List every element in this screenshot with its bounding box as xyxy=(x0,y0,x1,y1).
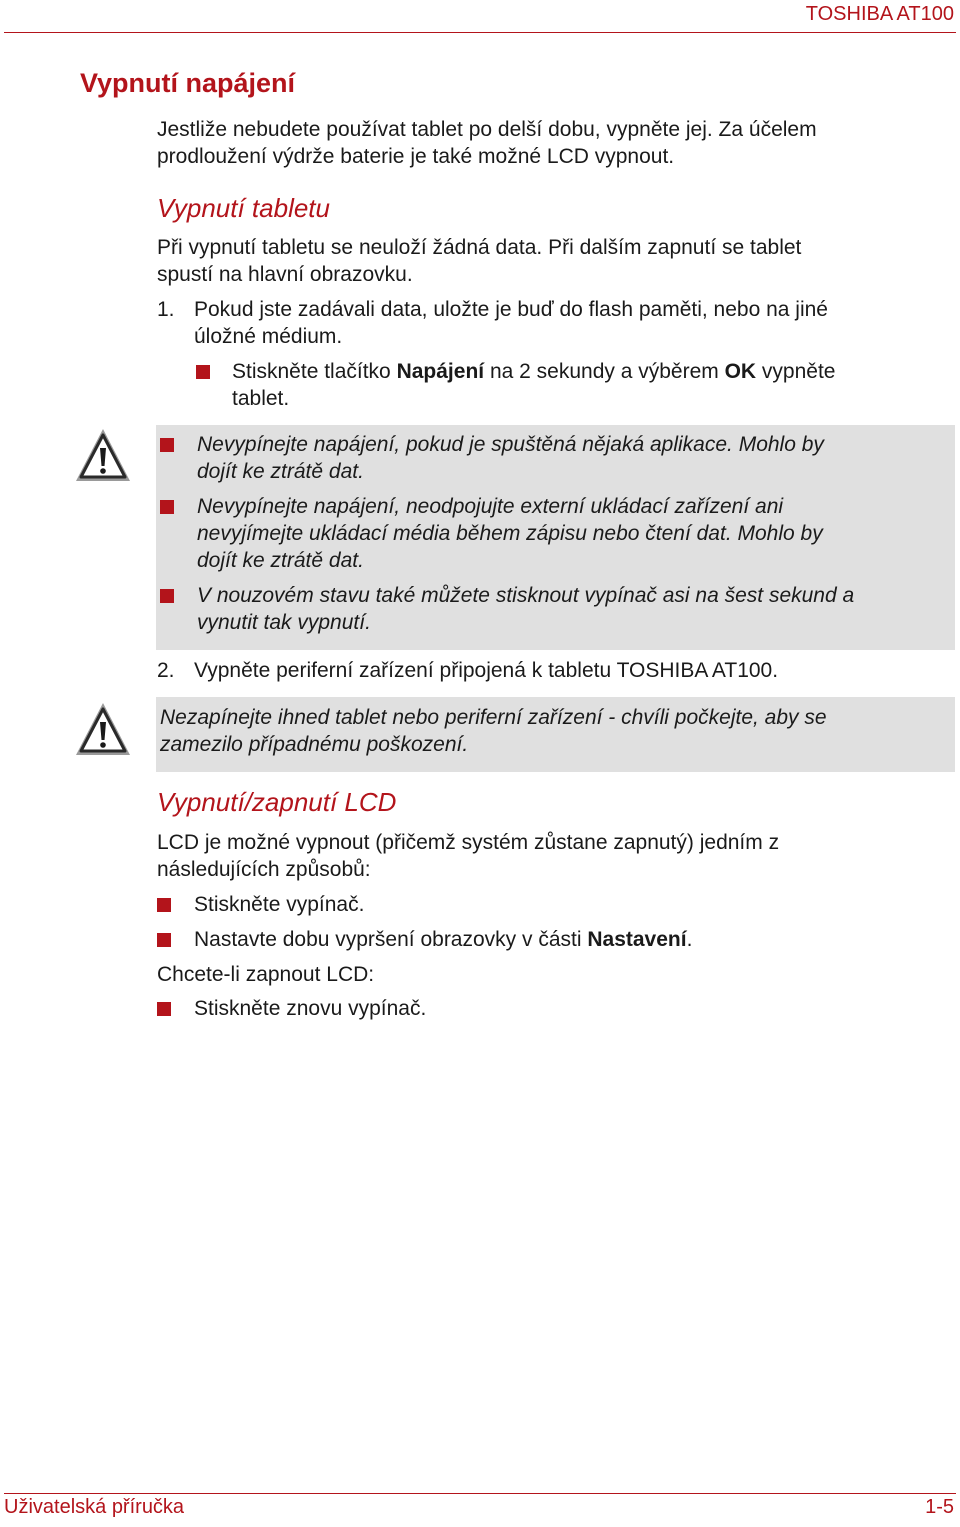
intro-paragraph xyxy=(157,116,817,170)
power-key-label: Napájení xyxy=(396,360,485,383)
bullet-marker xyxy=(196,365,210,379)
step-1-line-2: úložné médium. xyxy=(194,325,343,348)
bullet-marker xyxy=(160,589,174,603)
warning-1-bullet-1-line-2: dojít ke ztrátě dat. xyxy=(197,460,364,483)
step-1-line-1: Pokud jste zadávali data, uložte je buď do flash paměti, nebo na jiné xyxy=(194,298,828,321)
intro-line-1: Jestliže nebudete používat tablet po delší dobu, vypněte jej. Za účelem xyxy=(157,118,817,141)
warning-1-bullet-2 xyxy=(197,493,823,574)
warning-2-line-2: zamezilo případnému poškození. xyxy=(160,733,469,756)
step-2-number: 2. xyxy=(157,659,175,682)
section-heading: Vypnutí napájení xyxy=(80,68,296,98)
step-1-number: 1. xyxy=(157,298,175,321)
page-number: 1-5 xyxy=(925,1496,954,1518)
lcd-line-1: LCD je možné vypnout (přičemž systém zůstane zapnutý) jedním z xyxy=(157,831,780,854)
sub-bullet-line-2: tablet. xyxy=(232,387,290,410)
warning-1-bullet-3-line-2: vynutit tak vypnutí. xyxy=(197,611,371,634)
lcd-bullet-2-text: Nastavte dobu vypršení obrazovky v části xyxy=(194,928,588,951)
warning-2-line-1: Nezapínejte ihned tablet nebo periferní zařízení - chvíli počkejte, aby se xyxy=(160,706,827,729)
step-2-text: Vypněte periferní zařízení připojená k tabletu TOSHIBA AT100. xyxy=(194,659,779,682)
tablet-off-heading: Vypnutí tabletu xyxy=(157,193,330,223)
footer-rule xyxy=(4,1493,956,1494)
lcd-line-2: následujících způsobů: xyxy=(157,858,371,881)
intro-line-2: prodloužení výdrže baterie je také možné LCD vypnout. xyxy=(157,145,675,168)
lcd-bullet-2 xyxy=(194,926,692,953)
sub-bullet-text-c: vypněte xyxy=(756,360,836,383)
step-1-text xyxy=(194,296,828,350)
header-rule xyxy=(4,32,956,33)
sub-bullet-text-a: Stiskněte tlačítko xyxy=(232,360,397,383)
warning-1-bullet-2-line-2: nevyjímejte ukládací média během zápisu nebo čtení dat. Mohlo by xyxy=(197,522,823,545)
bullet-marker xyxy=(160,438,174,452)
bullet-marker xyxy=(160,500,174,514)
tablet-off-line-1: Při vypnutí tabletu se neuloží žádná data. Při dalším zapnutí se tablet xyxy=(157,236,802,259)
bullet-marker xyxy=(157,1002,171,1016)
header-title: TOSHIBA AT100 xyxy=(805,3,954,25)
warning-1-bullet-3 xyxy=(197,582,854,636)
settings-label: Nastavení xyxy=(587,928,687,951)
tablet-off-line-2: spustí na hlavní obrazovku. xyxy=(157,263,413,286)
warning-1-bullet-3-line-1: V nouzovém stavu také můžete stisknout vypínač asi na šest sekund a xyxy=(197,584,855,607)
bullet-marker xyxy=(157,933,171,947)
sub-bullet-text-b: na 2 sekundy a výběrem xyxy=(484,360,725,383)
lcd-bullet-2-period: . xyxy=(686,928,693,951)
lcd-turn-on-text: Chcete-li zapnout LCD: xyxy=(157,963,375,986)
footer-manual-title: Uživatelská příručka xyxy=(4,1496,185,1518)
warning-1-bullet-2-line-3: dojít ke ztrátě dat. xyxy=(197,549,364,572)
warning-2-text xyxy=(160,704,827,758)
warning-1-bullet-2-line-1: Nevypínejte napájení, neodpojujte externí ukládací zařízení ani xyxy=(197,495,784,518)
lcd-paragraph xyxy=(157,829,779,883)
bullet-marker xyxy=(157,898,171,912)
warning-1-bullet-1 xyxy=(197,431,824,485)
warning-1-bullet-1-line-1: Nevypínejte napájení, pokud je spuštěná nějaká aplikace. Mohlo by xyxy=(197,433,824,456)
warning-triangle-icon xyxy=(73,426,133,486)
warning-triangle-icon xyxy=(73,700,133,760)
lcd-bullet-1: Stiskněte vypínač. xyxy=(194,893,365,916)
sub-bullet-text xyxy=(232,358,835,412)
ok-label: OK xyxy=(724,360,757,383)
lcd-bullet-3: Stiskněte znovu vypínač. xyxy=(194,997,427,1020)
tablet-off-paragraph xyxy=(157,234,801,288)
lcd-heading: Vypnutí/zapnutí LCD xyxy=(157,787,397,817)
